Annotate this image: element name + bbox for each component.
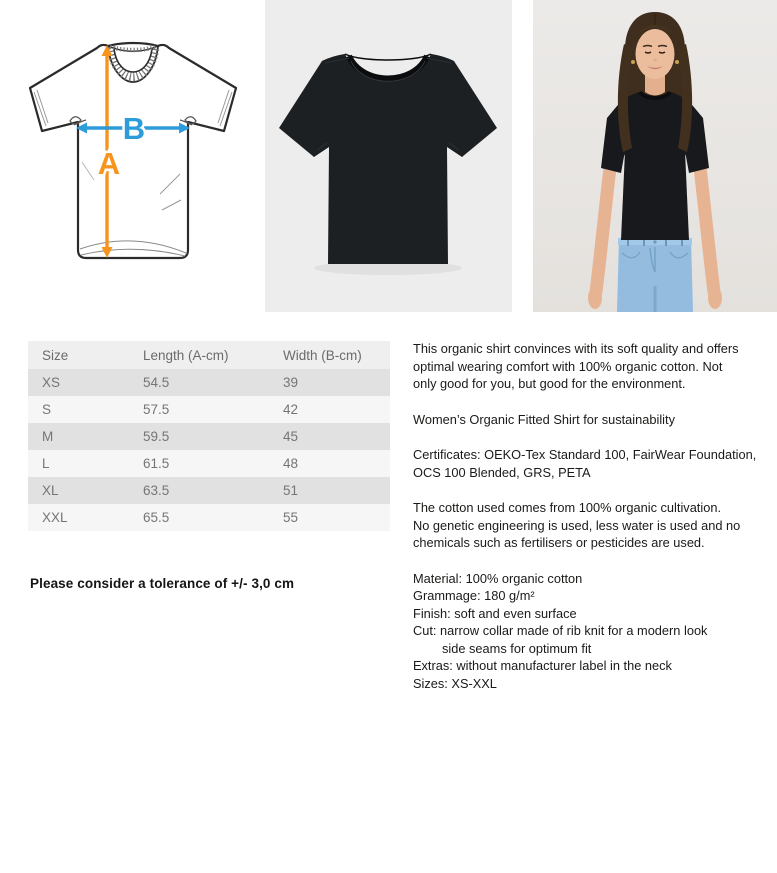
cell-length: 61.5 [143,456,170,471]
table-row-s [28,396,390,423]
cell-size: M [42,429,54,444]
model-wearing-tshirt-icon [533,0,777,312]
text-line: No genetic engineering is used, less water is used and no [413,517,741,533]
cell-size: L [42,456,50,471]
cell-width: 48 [283,456,299,471]
text-line: chemicals such as fertilisers or pesticides are used. [413,535,705,550]
cell-width: 55 [283,510,299,525]
size-table-header-row [28,341,390,369]
cell-width: 45 [283,429,299,444]
spec-sizes: Sizes: XS-XXL [413,675,497,691]
intro-paragraph [413,340,777,393]
text-line: optimal wearing comfort with 100% organic cotton. Not [413,358,723,374]
spec-extras: Extras: without manufacturer label in the neck [413,658,672,673]
label-b: B [122,111,146,146]
tshirt-measurement-diagram-icon [10,22,255,294]
cell-size: XXL [42,510,68,525]
table-row-xs [28,369,390,396]
table-row-m [28,423,390,450]
cell-length: 65.5 [143,510,170,525]
text-line: OCS 100 Blended, GRS, PETA [413,464,591,480]
cell-width: 51 [283,483,299,498]
tolerance-note: Please consider a tolerance of +/- 3,0 cm [30,576,295,591]
table-row-xl [28,477,390,504]
cell-width: 39 [283,375,299,390]
black-tshirt-flat-icon [265,0,512,312]
cell-width: 42 [283,402,299,417]
spec-cut-continuation: side seams for optimum fit [442,640,592,656]
spec-cut: Cut: narrow collar made of rib knit for a modern look [413,623,708,638]
cell-length: 63.5 [143,483,170,498]
text-line: only good for you, but good for the environment. [413,376,686,391]
cotton-paragraph [413,499,777,552]
cell-length: 59.5 [143,429,170,444]
text-line: Certificates: OEKO-Tex Standard 100, FairWear Foundation, [413,447,757,462]
table-row-xxl [28,504,390,531]
header-length: Length (A-cm) [143,347,229,363]
model-photo [533,0,777,312]
spec-material: Material: 100% organic cotton [413,570,583,586]
cell-length: 57.5 [143,402,170,417]
cell-size: XS [42,375,61,390]
header-size: Size [42,347,69,363]
specs-paragraph [413,570,777,693]
spec-grammage: Grammage: 180 g/m² [413,588,535,603]
size-diagram-panel [10,22,255,294]
text-line: The cotton used comes from 100% organic cultivation. [413,500,721,515]
cell-size: S [42,402,52,417]
cell-length: 54.5 [143,375,170,390]
header-width: Width (B-cm) [283,347,362,363]
subtitle-paragraph [413,411,777,429]
table-row-l [28,450,390,477]
product-description [413,340,777,692]
flat-tshirt-photo [265,0,512,312]
spec-finish: Finish: soft and even surface [413,605,577,621]
text-line: This organic shirt convinces with its soft quality and offers [413,341,739,356]
certificates-paragraph [413,446,777,481]
label-a: A [97,146,121,181]
size-table [28,341,390,531]
text-line: Women’s Organic Fitted Shirt for sustainability [413,411,675,427]
cell-size: XL [42,483,59,498]
